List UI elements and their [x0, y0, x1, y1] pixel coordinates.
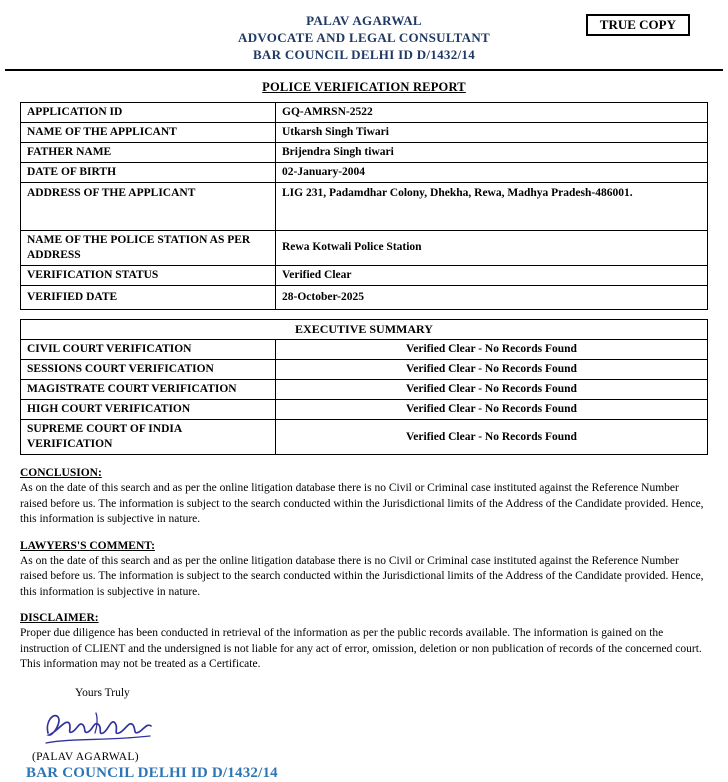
signature-image [38, 703, 728, 751]
section-body: Proper due diligence has been conducted in retrieval of the information as per the public records available. The information is gained on the instruction of CLIENT and the undersigned is not liable for any act of error, omission, deletion or non publication of records of the concerned court. This information may not be treated as a Certificate. [20, 627, 702, 671]
detail-value: 02-January-2004 [276, 163, 708, 183]
report-title: POLICE VERIFICATION REPORT [262, 80, 466, 94]
detail-value: GQ-AMRSN-2522 [276, 103, 708, 123]
section-heading: DISCLAIMER: [20, 612, 99, 625]
detail-value: LIG 231, Padamdhar Colony, Dhekha, Rewa, Madhya Pradesh-486001. [276, 183, 708, 231]
summary-value: Verified Clear - No Records Found [276, 400, 708, 420]
detail-value: Verified Clear [276, 265, 708, 285]
table-row [21, 340, 708, 360]
detail-label: NAME OF THE APPLICANT [21, 123, 276, 143]
detail-label: FATHER NAME [21, 143, 276, 163]
disclaimer-section [20, 608, 708, 673]
summary-value: Verified Clear - No Records Found [276, 360, 708, 380]
table-row [21, 400, 708, 420]
detail-value: 28-October-2025 [276, 285, 708, 309]
closing-text: Yours Truly [75, 686, 130, 699]
table-row [21, 143, 708, 163]
detail-label: NAME OF THE POLICE STATION AS PER ADDRESS [21, 231, 276, 266]
detail-value: Rewa Kotwali Police Station [276, 231, 708, 266]
summary-label: HIGH COURT VERIFICATION [21, 400, 276, 420]
letterhead-name: PALAV AGARWAL [306, 13, 422, 28]
table-row [21, 183, 708, 231]
table-row [21, 319, 708, 340]
summary-label: CIVIL COURT VERIFICATION [21, 340, 276, 360]
footer-bar-id: BAR COUNCIL DELHI ID D/1432/14 [26, 764, 278, 781]
lawyers-comment-section [20, 536, 708, 601]
table-row [21, 231, 708, 266]
section-heading: LAWYERS'S COMMENT: [20, 539, 155, 552]
letterhead-title: ADVOCATE AND LEGAL CONSULTANT [238, 30, 490, 45]
section-heading: CONCLUSION: [20, 467, 102, 480]
summary-value: Verified Clear - No Records Found [276, 340, 708, 360]
table-row [21, 123, 708, 143]
table-row [21, 285, 708, 309]
signatory-name: (PALAV AGARWAL) [32, 750, 139, 763]
executive-summary-table [20, 319, 708, 455]
detail-label: DATE OF BIRTH [21, 163, 276, 183]
summary-value: Verified Clear - No Records Found [276, 420, 708, 455]
conclusion-section [20, 463, 708, 528]
true-copy-stamp: TRUE COPY [586, 14, 690, 36]
section-body: As on the date of this search and as per the online litigation database there is no Civil or Criminal case instituted against the Reference Number raised before us. The information is subject to the search conducted within the Jurisdictional limits of the Address of the Candidate provided. Hence, this information is subjective in nature. [20, 482, 704, 526]
executive-summary-title: EXECUTIVE SUMMARY [21, 319, 708, 340]
table-row [21, 420, 708, 455]
detail-label: VERIFICATION STATUS [21, 265, 276, 285]
header-divider [5, 69, 723, 71]
table-row [21, 265, 708, 285]
detail-label: VERIFIED DATE [21, 285, 276, 309]
section-body: As on the date of this search and as per the online litigation database there is no Civil or Criminal case instituted against the Reference Number raised before us. The information is subject to the search conducted within the Jurisdictional limits of the Address of the Candidate provided. Hence, this information is subjective in nature. [20, 554, 704, 598]
letterhead-bar-id: BAR COUNCIL DELHI ID D/1432/14 [252, 47, 476, 62]
table-row [21, 360, 708, 380]
detail-value: Brijendra Singh tiwari [276, 143, 708, 163]
table-row [21, 380, 708, 400]
detail-value: Utkarsh Singh Tiwari [276, 123, 708, 143]
summary-value: Verified Clear - No Records Found [276, 380, 708, 400]
summary-label: SESSIONS COURT VERIFICATION [21, 360, 276, 380]
detail-label: APPLICATION ID [21, 103, 276, 123]
details-table [20, 102, 708, 310]
summary-label: MAGISTRATE COURT VERIFICATION [21, 380, 276, 400]
table-row [21, 103, 708, 123]
detail-label: ADDRESS OF THE APPLICANT [21, 183, 276, 231]
summary-label: SUPREME COURT OF INDIA VERIFICATION [21, 420, 276, 455]
table-row [21, 163, 708, 183]
